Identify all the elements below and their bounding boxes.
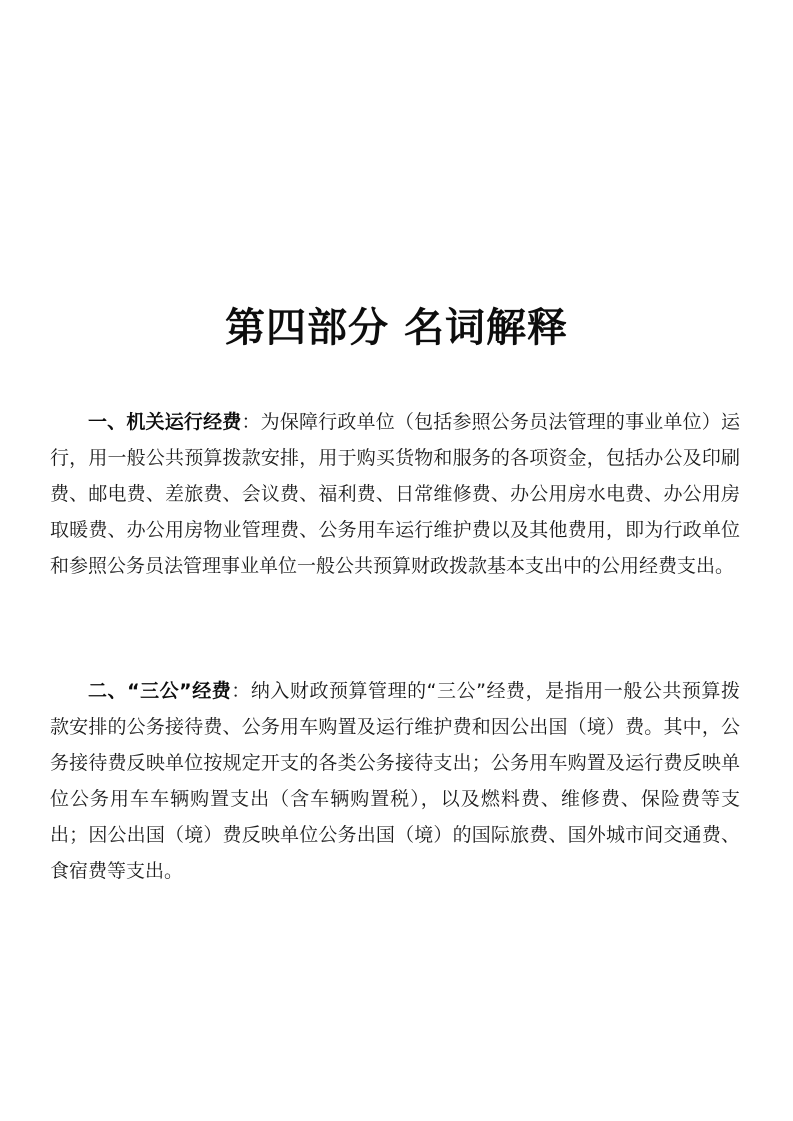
definition-paragraph-1	[50, 404, 740, 584]
definition-paragraph-2	[50, 673, 740, 889]
term-heading-2: 二、“三公”经费	[88, 680, 232, 702]
definition-body-2: 纳入财政预算管理的“三公”经费，是指用一般公共预算拨款安排的公务接待费、公务用车购置及运行维护费和因公出国（境）费。其中，公务接待费反映单位按规定开支的各类公务接待支出；公务用车购置及运行费反映单位公务用车车辆购置支出（含车辆购置税），以及燃料费、维修费、保险费等支出；因公出国（境）费反映单位公务出国（境）的国际旅费、国外城市间交通费、食宿费等支出。	[50, 680, 740, 882]
term-separator-1: ：	[241, 411, 261, 433]
definition-body-1: 为保障行政单位（包括参照公务员法管理的事业单位）运行，用一般公共预算拨款安排，用于购买货物和服务的各项资金，包括办公及印刷费、邮电费、差旅费、会议费、福利费、日常维修费、办公用房水电费、办公用房取暖费、办公用房物业管理费、公务用车运行维护费以及其他费用，即为行政单位和参照公务员法管理事业单位一般公共预算财政拨款基本支出中的公用经费支出。	[50, 411, 740, 577]
term-heading-1: 一、机关运行经费	[88, 411, 242, 433]
term-separator-2: ：	[231, 680, 251, 702]
page-title: 第四部分 名词解释	[225, 305, 568, 351]
